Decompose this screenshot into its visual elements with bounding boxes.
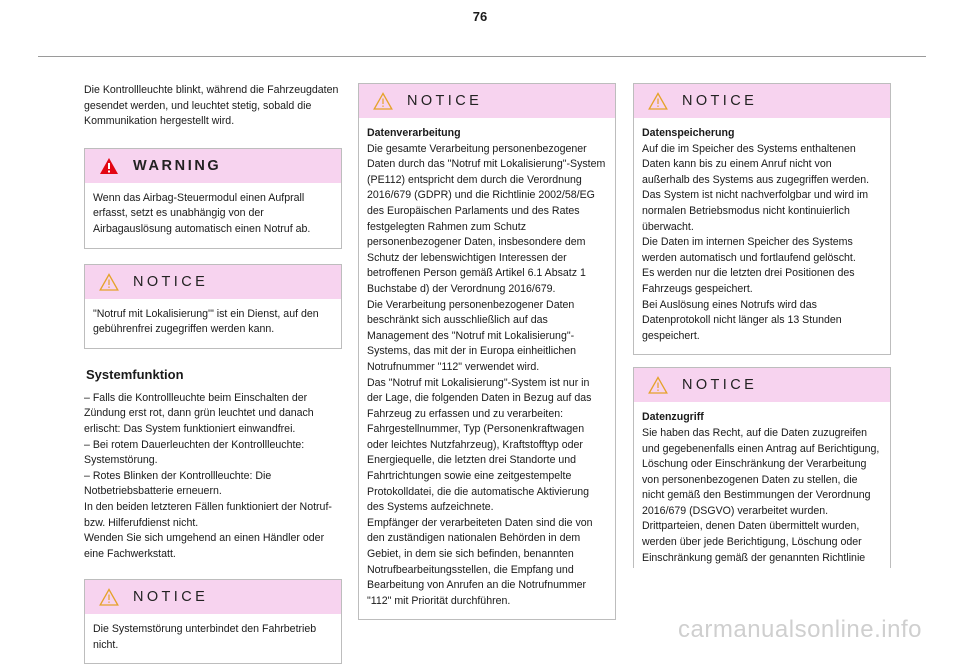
section-line: Wenden Sie sich umgehend an einen Händler oder eine Fachwerkstatt. (84, 532, 325, 560)
notice-paragraph: Auf die im Speicher des Systems enthaltenen Daten kann bis zu einem Anruf nicht von außerhalb des Systems aus zugegriffen werden. Das System ist nicht nachverfolgbar und wird im normalen Betriebsmodus nicht kontinuierlich überwacht. (642, 142, 870, 233)
notice-paragraph: Die Daten im internen Speicher des Systems werden automatisch und fortlaufend gelöscht. (642, 236, 856, 264)
notice-triangle-icon (99, 588, 119, 606)
notice-paragraph: Drittparteien, denen Daten übermittelt wurden, werden über jede Berichtigung, Löschung oder Einschränkung gemäß der genannten Richtlinie (642, 520, 866, 564)
notice-box-data-access (633, 367, 891, 568)
notice-heading: Datenverarbeitung (367, 127, 461, 139)
notice-text: "Notruf mit Lokalisierung'" ist ein Dienst, auf den gebührenfrei zugegriffen werden kann. (93, 307, 319, 336)
notice-box-1 (84, 264, 342, 349)
notice-triangle-icon (99, 273, 119, 291)
notice-heading: Datenspeicherung (642, 127, 735, 139)
section-line: In den beiden letzteren Fällen funktioniert der Notruf- bzw. Hilferufdienst nicht. (84, 500, 332, 529)
column-left (84, 83, 342, 664)
notice-paragraph: Das "Notruf mit Lokalisierung"-System ist nur in der Lage, die folgenden Daten in Bezug auf das Fahrzeug zu erfassen und zu verarbeiten: Fahrgestellnummer, Typ (Personenkraftwagen oder leichtes Nutzfahrzeug), Kraftstofftyp oder Energiequelle, die letzten drei Standorte und Fahrtrichtungen sowie eine zeitgestempelte Protokolldatei, die die automatische Aktivierung des Systems aufzeichnete. (367, 376, 592, 514)
warning-body (85, 183, 341, 248)
footer-watermark: carmanualsonline.info (678, 616, 922, 643)
notice-header (634, 84, 890, 118)
notice-label: NOTICE (407, 93, 483, 109)
notice-header (359, 84, 615, 118)
notice-header (85, 265, 341, 299)
systemfunktion-section (84, 367, 342, 563)
notice-box-data-storage (633, 83, 891, 355)
notice-header (85, 580, 341, 614)
notice-body (85, 299, 341, 348)
warning-box (84, 148, 342, 249)
header-rule (38, 56, 926, 57)
notice-label: NOTICE (133, 589, 209, 606)
notice-body (359, 118, 615, 619)
section-title: Systemfunktion (86, 366, 184, 382)
notice-triangle-icon (648, 92, 668, 110)
intro-paragraph: Die Kontrollleuchte blinkt, während die Fahrzeugdaten gesendet werden, und leuchtet stetig, sobald die Kommunikation hergestellt wird. (84, 84, 339, 128)
column-middle (358, 83, 616, 620)
notice-paragraph: Es werden nur die letzten drei Positionen des Fahrzeugs gespeichert. (642, 267, 855, 295)
column-right (633, 83, 891, 568)
notice-triangle-icon (648, 376, 668, 394)
notice-label: NOTICE (133, 273, 209, 290)
section-line: – Falls die Kontrollleuchte beim Einschalten der Zündung erst rot, dann grün leuchtet und danach erlischt: Das System funktioniert einwandfrei. (84, 391, 314, 435)
notice-paragraph: Empfänger der verarbeiteten Daten sind die von den zuständigen nationalen Behörden in dem Gebiet, in dem sie sich befinden, benannten Notrufbearbeitungsstellen, die Empfang und Bearbeitung von Anrufen an die Notrufnummer "112" mit Priorität durchführen. (367, 516, 593, 607)
notice-paragraph: Sie haben das Recht, auf die Daten zuzugreifen und gegebenenfalls einen Antrag auf Berichtigung, Löschung oder Einschränkung der Verarbeitung von personenbezogenen Daten zu stellen, die nicht gemäß den Bestimmungen der Verordnung 2016/679 (DSGVO) verarbeitet wurden. (642, 426, 880, 517)
warning-header (85, 149, 341, 183)
notice-body (634, 118, 890, 354)
page-number: 76 (472, 9, 488, 24)
warning-text: Wenn das Airbag-Steuermodul einen Aufprall erfasst, setzt es unabhängig von der Airbagauslösung automatisch einen Notruf ab. (93, 191, 311, 235)
notice-box-data-processing (358, 83, 616, 620)
notice-label: NOTICE (682, 377, 758, 394)
notice-text: Die Systemstörung unterbindet den Fahrbetrieb nicht. (93, 623, 317, 651)
notice-heading: Datenzugriff (642, 411, 704, 424)
notice-triangle-icon (373, 92, 393, 110)
warning-triangle-icon (99, 157, 119, 175)
notice-paragraph: Die Verarbeitung personenbezogener Daten beschränkt sich ausschließlich auf das Management des "Notruf mit Lokalisierung"-Systems, das mit der in Europa einheitlichen Notrufnummer "112" verwendet wird. (367, 298, 577, 373)
notice-header (634, 368, 890, 402)
notice-paragraph: Die gesamte Verarbeitung personenbezogener Daten durch das "Notruf mit Lokalisierung"-System (PE112) entspricht dem durch die Verordnung 2016/679 (GDPR) und die Richtlinie 2002/58/EG des Europäischen Parlaments und des Rates festgelegten Rahmen zum Schutz personenbezogener Daten, insbesondere dem Schutz der lebenswichtigen Interessen der betroffenen Person gemäß Artikel 6.1 Absatz 1 Buchstabe d) der Verordnung 2016/679. (367, 142, 606, 295)
notice-body (634, 402, 890, 568)
section-line: – Rotes Blinken der Kontrollleuchte: Die Notbetriebsbatterie erneuern. (84, 469, 272, 498)
section-line: – Bei rotem Dauerleuchten der Kontrollleuchte: Systemstörung. (84, 438, 305, 467)
notice-label: NOTICE (682, 93, 758, 109)
warning-label: WARNING (133, 157, 222, 174)
notice-paragraph: Bei Auslösung eines Notrufs wird das Datenprotokoll nicht länger als 13 Stunden gespeichert. (642, 298, 842, 342)
